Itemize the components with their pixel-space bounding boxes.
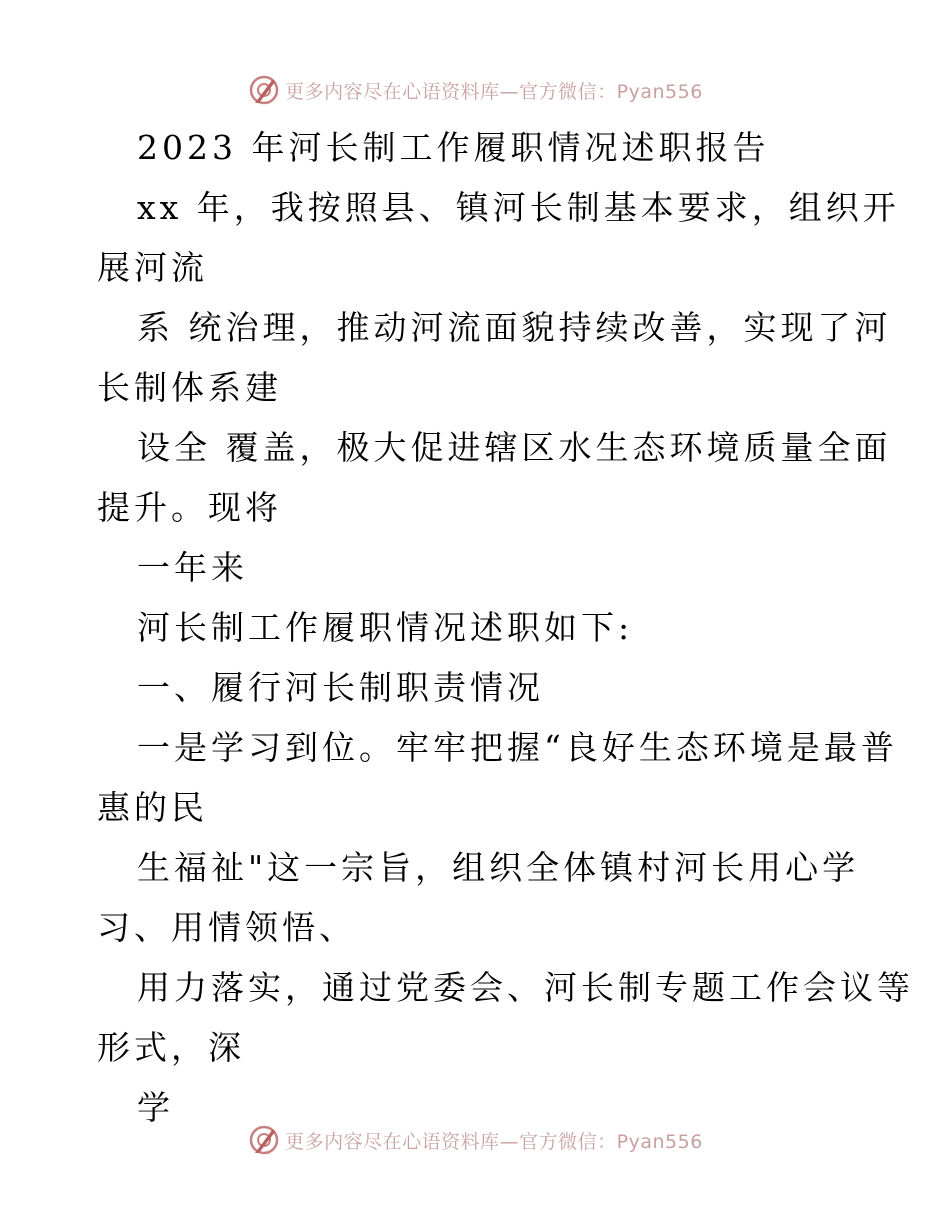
text-line: 一是学习到位。牢牢把握“良好生态环境是最普 xyxy=(137,728,898,767)
text-line: 形式，深 xyxy=(97,1028,245,1067)
text-line: 用力落实，通过党委会、河长制专题工作会议等 xyxy=(137,968,914,1007)
text-line: 惠的民 xyxy=(97,788,208,827)
text-line: xx 年，我按照县、镇河长制基本要求，组织开 xyxy=(137,188,900,227)
text-line: 设全 覆盖，极大促进辖区水生态环境质量全面 xyxy=(137,428,892,467)
quill-logo-icon xyxy=(247,73,281,107)
text-line: 长制体系建 xyxy=(97,368,282,407)
document-body xyxy=(97,118,914,1138)
quill-logo-icon xyxy=(247,1123,281,1157)
text-line: 一年来 xyxy=(137,548,248,587)
header-watermark xyxy=(0,70,950,110)
text-line: 习、用情领悟、 xyxy=(97,908,356,947)
text-line: 2023 年河长制工作履职情况述职报告 xyxy=(137,128,770,167)
text-line: 提升。现将 xyxy=(97,488,282,527)
footer-watermark xyxy=(0,1120,950,1160)
watermark-text: 更多内容尽在心语资料库—官方微信：Pyan556 xyxy=(285,80,703,103)
text-line: 学 xyxy=(137,1088,174,1127)
watermark-text: 更多内容尽在心语资料库—官方微信：Pyan556 xyxy=(285,1130,703,1153)
text-line: 展河流 xyxy=(97,248,208,287)
text-line: 系 统治理，推动河流面貌持续改善，实现了河 xyxy=(137,308,892,347)
text-line: 一、履行河长制职责情况 xyxy=(137,668,544,707)
text-line: 河长制工作履职情况述职如下: xyxy=(137,608,634,647)
text-line: 生福祉"这一宗旨，组织全体镇村河长用心学 xyxy=(137,848,860,887)
